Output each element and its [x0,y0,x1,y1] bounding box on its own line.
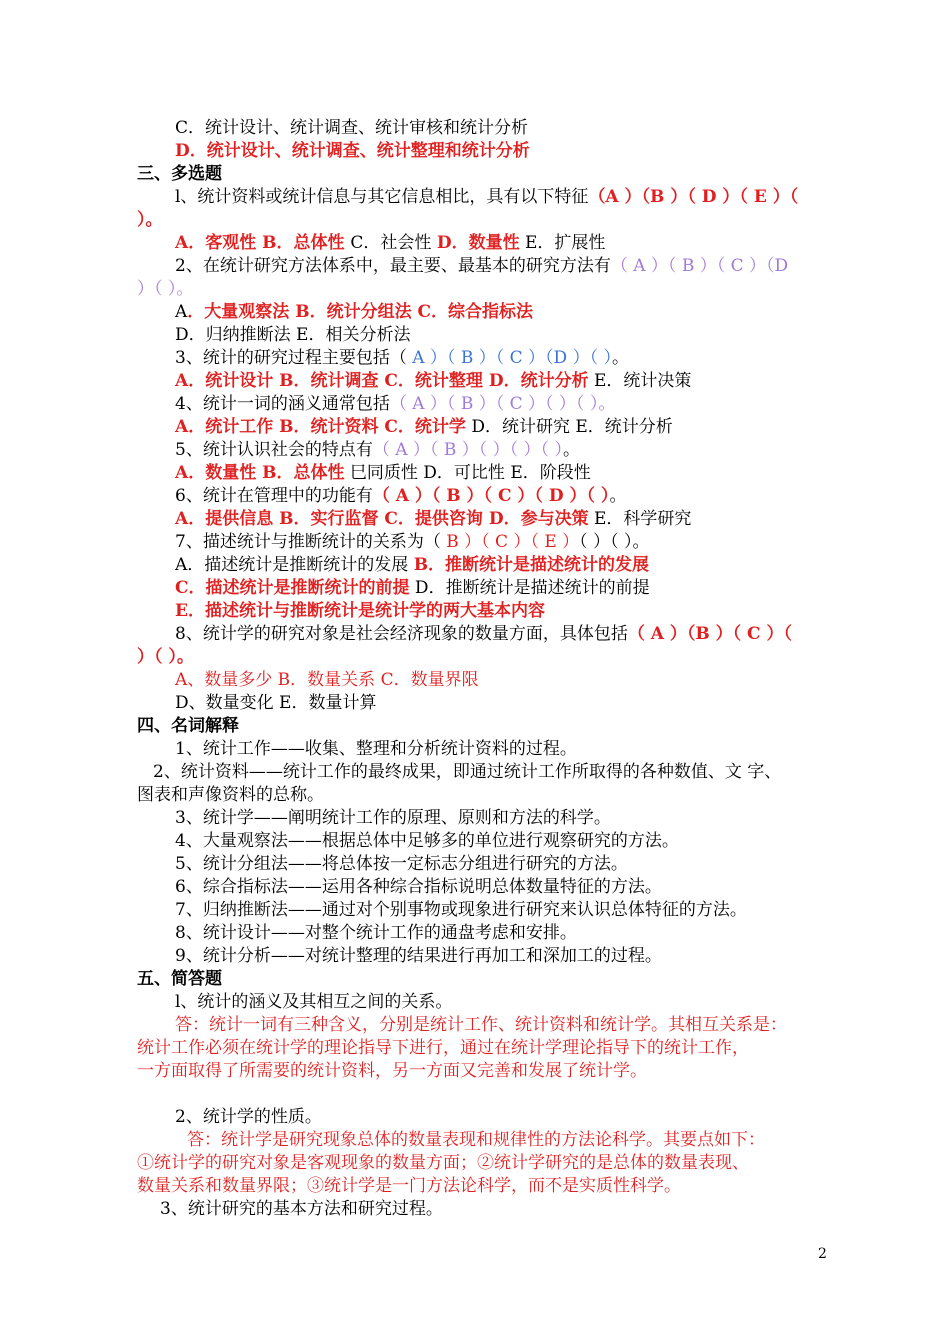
text-segment: C．社会性 [350,233,437,253]
text-segment: 1、统计工作——收集、整理和分析统计资料的过程。 [175,739,577,759]
text-segment: 。 [609,486,627,506]
text-segment: A．提供信息 B．实行监督 C．提供咨询 D．参与决策 [175,509,589,529]
text-line [175,416,673,439]
text-line [175,899,747,922]
text-segment: （ A ）（B ）（ C ）（ [627,624,793,644]
text-segment: l、统计的涵义及其相互之间的关系。 [175,992,453,1012]
text-segment: l、统计资料或统计信息与其它信息相比，具有以下特征 [175,187,589,207]
text-line [175,393,615,416]
text-line [175,876,662,899]
text-line [175,991,452,1014]
text-segment: D．归纳推断法 E．相关分析法 [175,325,411,345]
text-line [137,646,194,669]
text-segment: B．推断统计是描述统计的发展 [413,555,650,575]
text-segment: E．科学研究 [588,509,692,529]
text-line [175,623,792,646]
text-segment: 答：统计一词有三种含义，分别是统计工作、统计资料和统计学。其相互关系是： [175,1015,787,1035]
text-segment: 4、统计一词的涵义通常包括 [175,394,390,414]
text-segment: 5、统计认识社会的特点有 [175,440,373,460]
text-segment: 图表和声像资料的总称。 [137,785,324,805]
text-line [137,1037,749,1060]
text-line [175,508,691,531]
text-line [175,370,691,393]
text-segment: 三、多选题 [137,164,222,184]
text-line [175,554,649,577]
text-segment: E．描述统计与推断统计是统计学的两大基本内容 [175,601,545,621]
text-line [160,1198,443,1221]
text-segment: 7、描述统计与推断统计的关系为（ [175,532,447,552]
text-segment: （ A ）（ B ）（ ）（ ）（ ） [372,440,563,460]
text-segment: A ）（ B ）（ C ）（D ）（ ） [412,348,612,368]
text-segment: A．客观性 B．总体性 [175,233,351,253]
text-segment: A．统计工作 B．统计资料 C．统计学 [175,417,466,437]
text-segment: 五、简答题 [137,969,222,989]
text-line [175,485,626,508]
text-segment: 数量关系和数量界限；③统计学是一门方法论科学，而不是实质性科学。 [137,1176,681,1196]
text-segment: E．扩展性 [519,233,606,253]
text-line [175,462,591,485]
text-segment: A．统计设计 B．统计调查 C．统计整理 D．统计分析 [175,371,589,391]
text-line [175,945,662,968]
text-line [175,922,577,945]
text-line [175,439,580,462]
text-segment: 2、统计资料——统计工作的最终成果，即通过统计工作所取得的各种数值、文 字、 [153,762,782,782]
text-segment: D．推断统计是描述统计的前提 [409,578,650,598]
text-segment: E．统计决策 [588,371,692,391]
text-segment: 7、归纳推断法——通过对个别事物或现象进行研究来认识总体特征的方法。 [175,900,747,920]
text-segment: 2、统计学的性质。 [175,1107,322,1127]
text-segment: ①统计学的研究对象是客观现象的数量方面；②统计学研究的是总体的数量表现、 [137,1153,749,1173]
text-line [187,1129,765,1152]
text-line [175,140,530,163]
text-segment: ）。 [137,210,163,230]
text-segment: 统计工作必须在统计学的理论指导下进行，通过在统计学理论指导下的统计工作， [137,1038,749,1058]
text-segment: A、数量多少 B．数量关系 C．数量界限 [175,670,479,690]
text-line [175,600,545,623]
text-line [175,347,629,370]
text-line [175,324,410,347]
text-segment: 9、统计分析——对统计整理的结果进行再加工和深加工的过程。 [175,946,662,966]
text-line [175,577,650,600]
text-line [175,830,679,853]
text-segment: B ）（ C ）（ E ） [446,532,580,552]
text-line [175,1106,322,1129]
text-line [137,715,239,738]
text-line [175,669,479,692]
text-segment: A．描述统计是推断统计的发展 [175,555,414,575]
text-line [137,784,324,807]
text-line [175,117,528,140]
text-segment: 4、大量观察法——根据总体中足够多的单位进行观察研究的方法。 [175,831,679,851]
text-segment: 。 [611,348,629,368]
text-segment: D．统计研究 E．统计分析 [465,417,673,437]
text-segment: 答：统计学是研究现象总体的数量表现和规律性的方法论科学。其要点如下： [187,1130,765,1150]
text-segment: C．统计设计、统计调查、统计审核和统计分析 [175,118,529,138]
text-segment: 一方面取得了所需要的统计资料，另一方面又完善和发展了统计学。 [137,1061,647,1081]
text-segment: 3、统计学——阐明统计工作的原理、原则和方法的科学。 [175,808,611,828]
text-segment: ）（ ）。 [137,279,194,299]
text-line [175,232,605,255]
text-segment: 3、统计的研究过程主要包括（ [175,348,413,368]
text-segment: 6、统计在管理中的功能有 [175,486,373,506]
text-line [175,531,649,554]
text-segment: D．数量性 [436,233,520,253]
text-segment: 2、在统计研究方法体系中，最主要、最基本的研究方法有 [175,256,611,276]
text-segment: D、数量变化 E．数量计算 [175,693,377,713]
text-line [137,278,193,301]
text-line [137,968,222,991]
text-line [137,1060,647,1083]
text-line [137,1175,681,1198]
text-line [175,853,628,876]
text-line [175,255,788,278]
text-line [137,209,163,232]
text-segment: 5、统计分组法——将总体按一定标志分组进行研究的方法。 [175,854,628,874]
text-segment: 。 [562,440,580,460]
text-segment: 8、统计设计——对整个统计工作的通盘考虑和安排。 [175,923,577,943]
text-line [153,761,781,784]
text-segment: （ A ）（ B ）（ C ）（D [610,256,789,276]
text-line [175,186,798,209]
text-segment: （ ）（ ）。 [579,532,650,552]
text-segment: （ A ）（ B ）（ C ）（ D ）（ ） [372,486,610,506]
text-segment: （ A ）（ B ）（ C ）（ ）（ ）。 [389,394,616,414]
text-segment: 四、名词解释 [137,716,239,736]
text-line [175,692,376,715]
text-line [175,738,577,761]
text-segment: ．大量观察法 B．统计分组法 C．综合指标法 [187,302,534,322]
text-segment: 6、综合指标法——运用各种综合指标说明总体数量特征的方法。 [175,877,662,897]
text-line [137,1152,749,1175]
text-segment: D．统计设计、统计调查、统计整理和统计分析 [175,141,530,161]
text-line [175,1014,787,1037]
text-segment: （A ）（B ）（ D ）（ E ）（ [588,187,799,207]
text-segment: 3、统计研究的基本方法和研究过程。 [160,1199,443,1219]
text-line [137,163,222,186]
text-segment: C．描述统计是推断统计的前提 [175,578,410,598]
text-segment: 巳同质性 D．可比性 E．阶段性 [344,463,591,483]
text-segment: A [175,302,188,322]
text-segment: ）（ ）。 [137,647,194,667]
text-line [175,301,533,324]
page-number: 2 [818,1246,827,1262]
text-segment: A．数量性 B．总体性 [175,463,345,483]
text-segment: 8、统计学的研究对象是社会经济现象的数量方面，具体包括 [175,624,628,644]
text-line [175,807,611,830]
